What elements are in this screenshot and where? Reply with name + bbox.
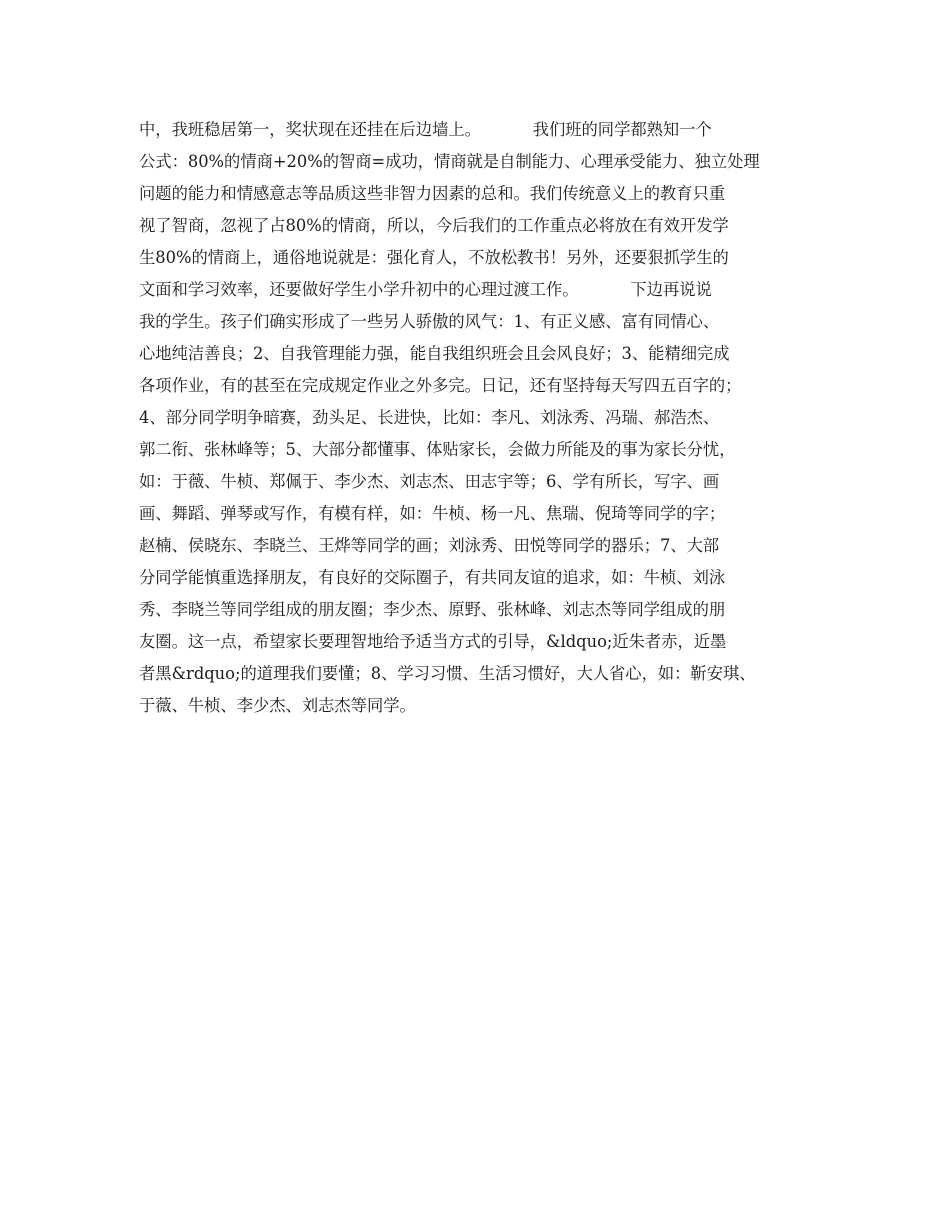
text-line: 如：于薇、牛桢、郑佩于、李少杰、刘志杰、田志宇等；6、学有所长，写字、画	[139, 472, 720, 491]
text-line: 中，我班稳居第一，奖状现在还挂在后边墙上。 我们班的同学都熟知一个	[139, 120, 712, 139]
text-line: 秀、李晓兰等同学组成的朋友圈；李少杰、原野、张林峰、刘志杰等同学组成的朋	[139, 600, 726, 619]
text-line: 公式：80%的情商+20%的智商=成功，情商就是自制能力、心理承受能力、独立处理	[139, 152, 760, 171]
text-line: 4、部分同学明争暗赛，劲头足、长进快，比如：李凡、刘泳秀、冯瑞、郝浩杰、	[139, 408, 720, 427]
text-line: 于薇、牛桢、李少杰、刘志杰等同学。	[139, 696, 416, 715]
text-line: 视了智商，忽视了占80%的情商，所以，今后我们的工作重点必将放在有效开发学	[139, 216, 729, 235]
text-line: 心地纯洁善良；2、自我管理能力强，能自我组织班会且会风良好；3、能精细完成	[139, 344, 730, 363]
text-line: 文面和学习效率，还要做好学生小学升初中的心理过渡工作。 下边再说说	[139, 280, 712, 299]
text-line: 问题的能力和情感意志等品质这些非智力因素的总和。我们传统意义上的教育只重	[139, 184, 726, 203]
text-line: 郭二衔、张林峰等；5、大部分都懂事、体贴家长，会做力所能及的事为家长分忧，	[139, 440, 736, 459]
text-line: 赵楠、侯晓东、李晓兰、王烨等同学的画；刘泳秀、田悦等同学的器乐；7、大部	[139, 536, 720, 555]
text-line: 友圈。这一点，希望家长要理智地给予适当方式的引导，&ldquo;近朱者赤，近墨	[139, 632, 727, 651]
text-line: 我的学生。孩子们确实形成了一些另人骄傲的风气：1、有正义感、富有同情心、	[139, 312, 720, 331]
text-line: 分同学能慎重选择朋友，有良好的交际圈子，有共同友谊的追求，如：牛桢、刘泳	[139, 568, 726, 587]
text-line: 画、舞蹈、弹琴或写作，有模有样，如：牛桢、杨一凡、焦瑞、倪琦等同学的字；	[139, 504, 726, 523]
text-line: 生80%的情商上，通俗地说就是：强化育人，不放松教书！另外，还要狠抓学生的	[139, 248, 729, 267]
text-line: 者黑&rdquo;的道理我们要懂；8、学习习惯、生活习惯好，大人省心，如：靳安琪、	[139, 664, 756, 683]
text-line: 各项作业，有的甚至在完成规定作业之外多完。日记，还有坚持每天写四五百字的；	[139, 376, 742, 395]
body-text	[139, 114, 859, 722]
